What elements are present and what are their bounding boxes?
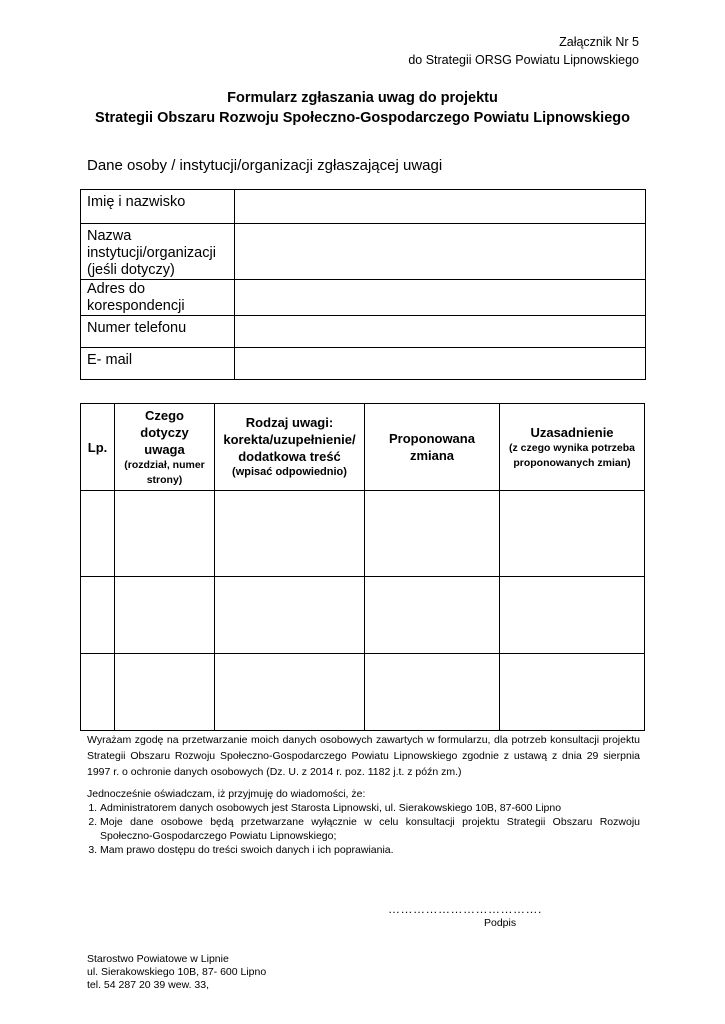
declaration-block: [87, 787, 640, 857]
person-row-address: [81, 280, 646, 316]
person-row-name: [81, 190, 646, 224]
column-header-type: [215, 404, 365, 491]
phone-field[interactable]: [235, 316, 646, 348]
footer-address: [87, 953, 266, 992]
remark-lp-cell[interactable]: [81, 654, 115, 731]
organization-field[interactable]: [235, 224, 646, 280]
remark-part-cell[interactable]: [115, 577, 215, 654]
column-header-change: [365, 404, 500, 491]
declaration-item: 1. Administratorem danych osobowych jest Starosta Lipnowski, ul. Sierakowskiego 10B, 87-600 Lipno: [100, 801, 640, 815]
attachment-reference: do Strategii ORSG Powiatu Lipnowskiego: [408, 53, 639, 67]
column-type-hint: (wpisać odpowiednio): [232, 466, 347, 478]
table-row: [81, 491, 645, 577]
remark-change-cell[interactable]: [365, 654, 500, 731]
person-row-phone: [81, 316, 646, 348]
email-field[interactable]: [235, 348, 646, 380]
remark-reason-cell[interactable]: [500, 577, 645, 654]
name-field[interactable]: [235, 190, 646, 224]
column-reason-hint: (z czego wynika potrzeba proponowanych zmian): [508, 441, 636, 469]
person-section-heading: Dane osoby / instytucji/organizacji zgłaszającej uwagi: [87, 157, 443, 174]
person-row-email: [81, 348, 646, 380]
person-label-address: Adres do korespondencji: [81, 280, 235, 316]
remark-part-cell[interactable]: [115, 491, 215, 577]
person-label-email: E- mail: [81, 348, 235, 380]
remark-change-cell[interactable]: [365, 577, 500, 654]
column-lp-label: Lp.: [87, 439, 108, 455]
declaration-list: [87, 801, 640, 857]
table-row: [81, 577, 645, 654]
remarks-header-row: [81, 404, 645, 491]
column-reason-label: Uzasadnienie: [530, 424, 614, 440]
remark-part-cell[interactable]: [115, 654, 215, 731]
signature-label: Podpis: [484, 917, 517, 929]
declaration-item: 2. Moje dane osobowe będą przetwarzane wyłącznie w celu konsultacji projektu Strategii Obszaru Rozwoju Społeczno-Gospodarczego Powiatu Lipnowskiego;: [100, 815, 640, 843]
footer-phone: tel. 54 287 20 39 wew. 33,: [87, 979, 210, 991]
remark-reason-cell[interactable]: [500, 654, 645, 731]
person-label-phone: Numer telefonu: [81, 316, 235, 348]
remark-lp-cell[interactable]: [81, 577, 115, 654]
person-row-organization: [81, 224, 646, 280]
column-header-lp: [81, 404, 115, 491]
remark-type-cell[interactable]: [215, 491, 365, 577]
remark-reason-cell[interactable]: [500, 491, 645, 577]
declaration-intro: Jednocześnie oświadczam, iż przyjmuję do wiadomości, że:: [87, 788, 366, 800]
consent-statement: Wyrażam zgodę na przetwarzanie moich danych osobowych zawartych w formularzu, dla potrzeb konsultacji projektu Strategii Obszaru Rozwoju Społeczno-Gospodarczego Powiatu Lipnowskiego zgodnie z ustawą z dnia 29 sierpnia 1997 r. o ochronie danych osobowych (Dz. U. z 2014 r. poz. 1182 j.t. z późn zm.): [87, 734, 640, 778]
column-header-part: [115, 404, 215, 491]
remark-change-cell[interactable]: [365, 491, 500, 577]
remark-lp-cell[interactable]: [81, 491, 115, 577]
footer-office: Starostwo Powiatowe w Lipnie: [87, 953, 229, 965]
remark-type-cell[interactable]: [215, 654, 365, 731]
form-subtitle: Strategii Obszaru Rozwoju Społeczno-Gospodarczego Powiatu Lipnowskiego: [95, 110, 630, 126]
person-label-organization: Nazwa instytucji/organizacji (jeśli dotyczy): [81, 224, 235, 280]
form-title: Formularz zgłaszania uwag do projektu: [227, 90, 498, 106]
signature-line: ……………………………….: [388, 902, 542, 916]
column-part-label: Czego dotyczy uwaga: [140, 407, 189, 457]
declaration-item: 3. Mam prawo dostępu do treści swoich danych i ich poprawiania.: [100, 843, 640, 857]
remarks-table: [80, 403, 645, 731]
remark-type-cell[interactable]: [215, 577, 365, 654]
person-data-table: [80, 189, 646, 380]
footer-street: ul. Sierakowskiego 10B, 87- 600 Lipno: [87, 966, 267, 978]
column-type-label: Rodzaj uwagi: korekta/uzupełnienie/ dodatkowa treść: [223, 415, 356, 464]
column-header-reason: [500, 404, 645, 491]
table-row: [81, 654, 645, 731]
person-label-name: Imię i nazwisko: [81, 190, 235, 224]
address-field[interactable]: [235, 280, 646, 316]
attachment-number: Załącznik Nr 5: [559, 35, 639, 49]
column-part-hint: (rozdział, numer strony): [124, 458, 205, 486]
column-change-label: Proponowana zmiana: [389, 431, 475, 463]
